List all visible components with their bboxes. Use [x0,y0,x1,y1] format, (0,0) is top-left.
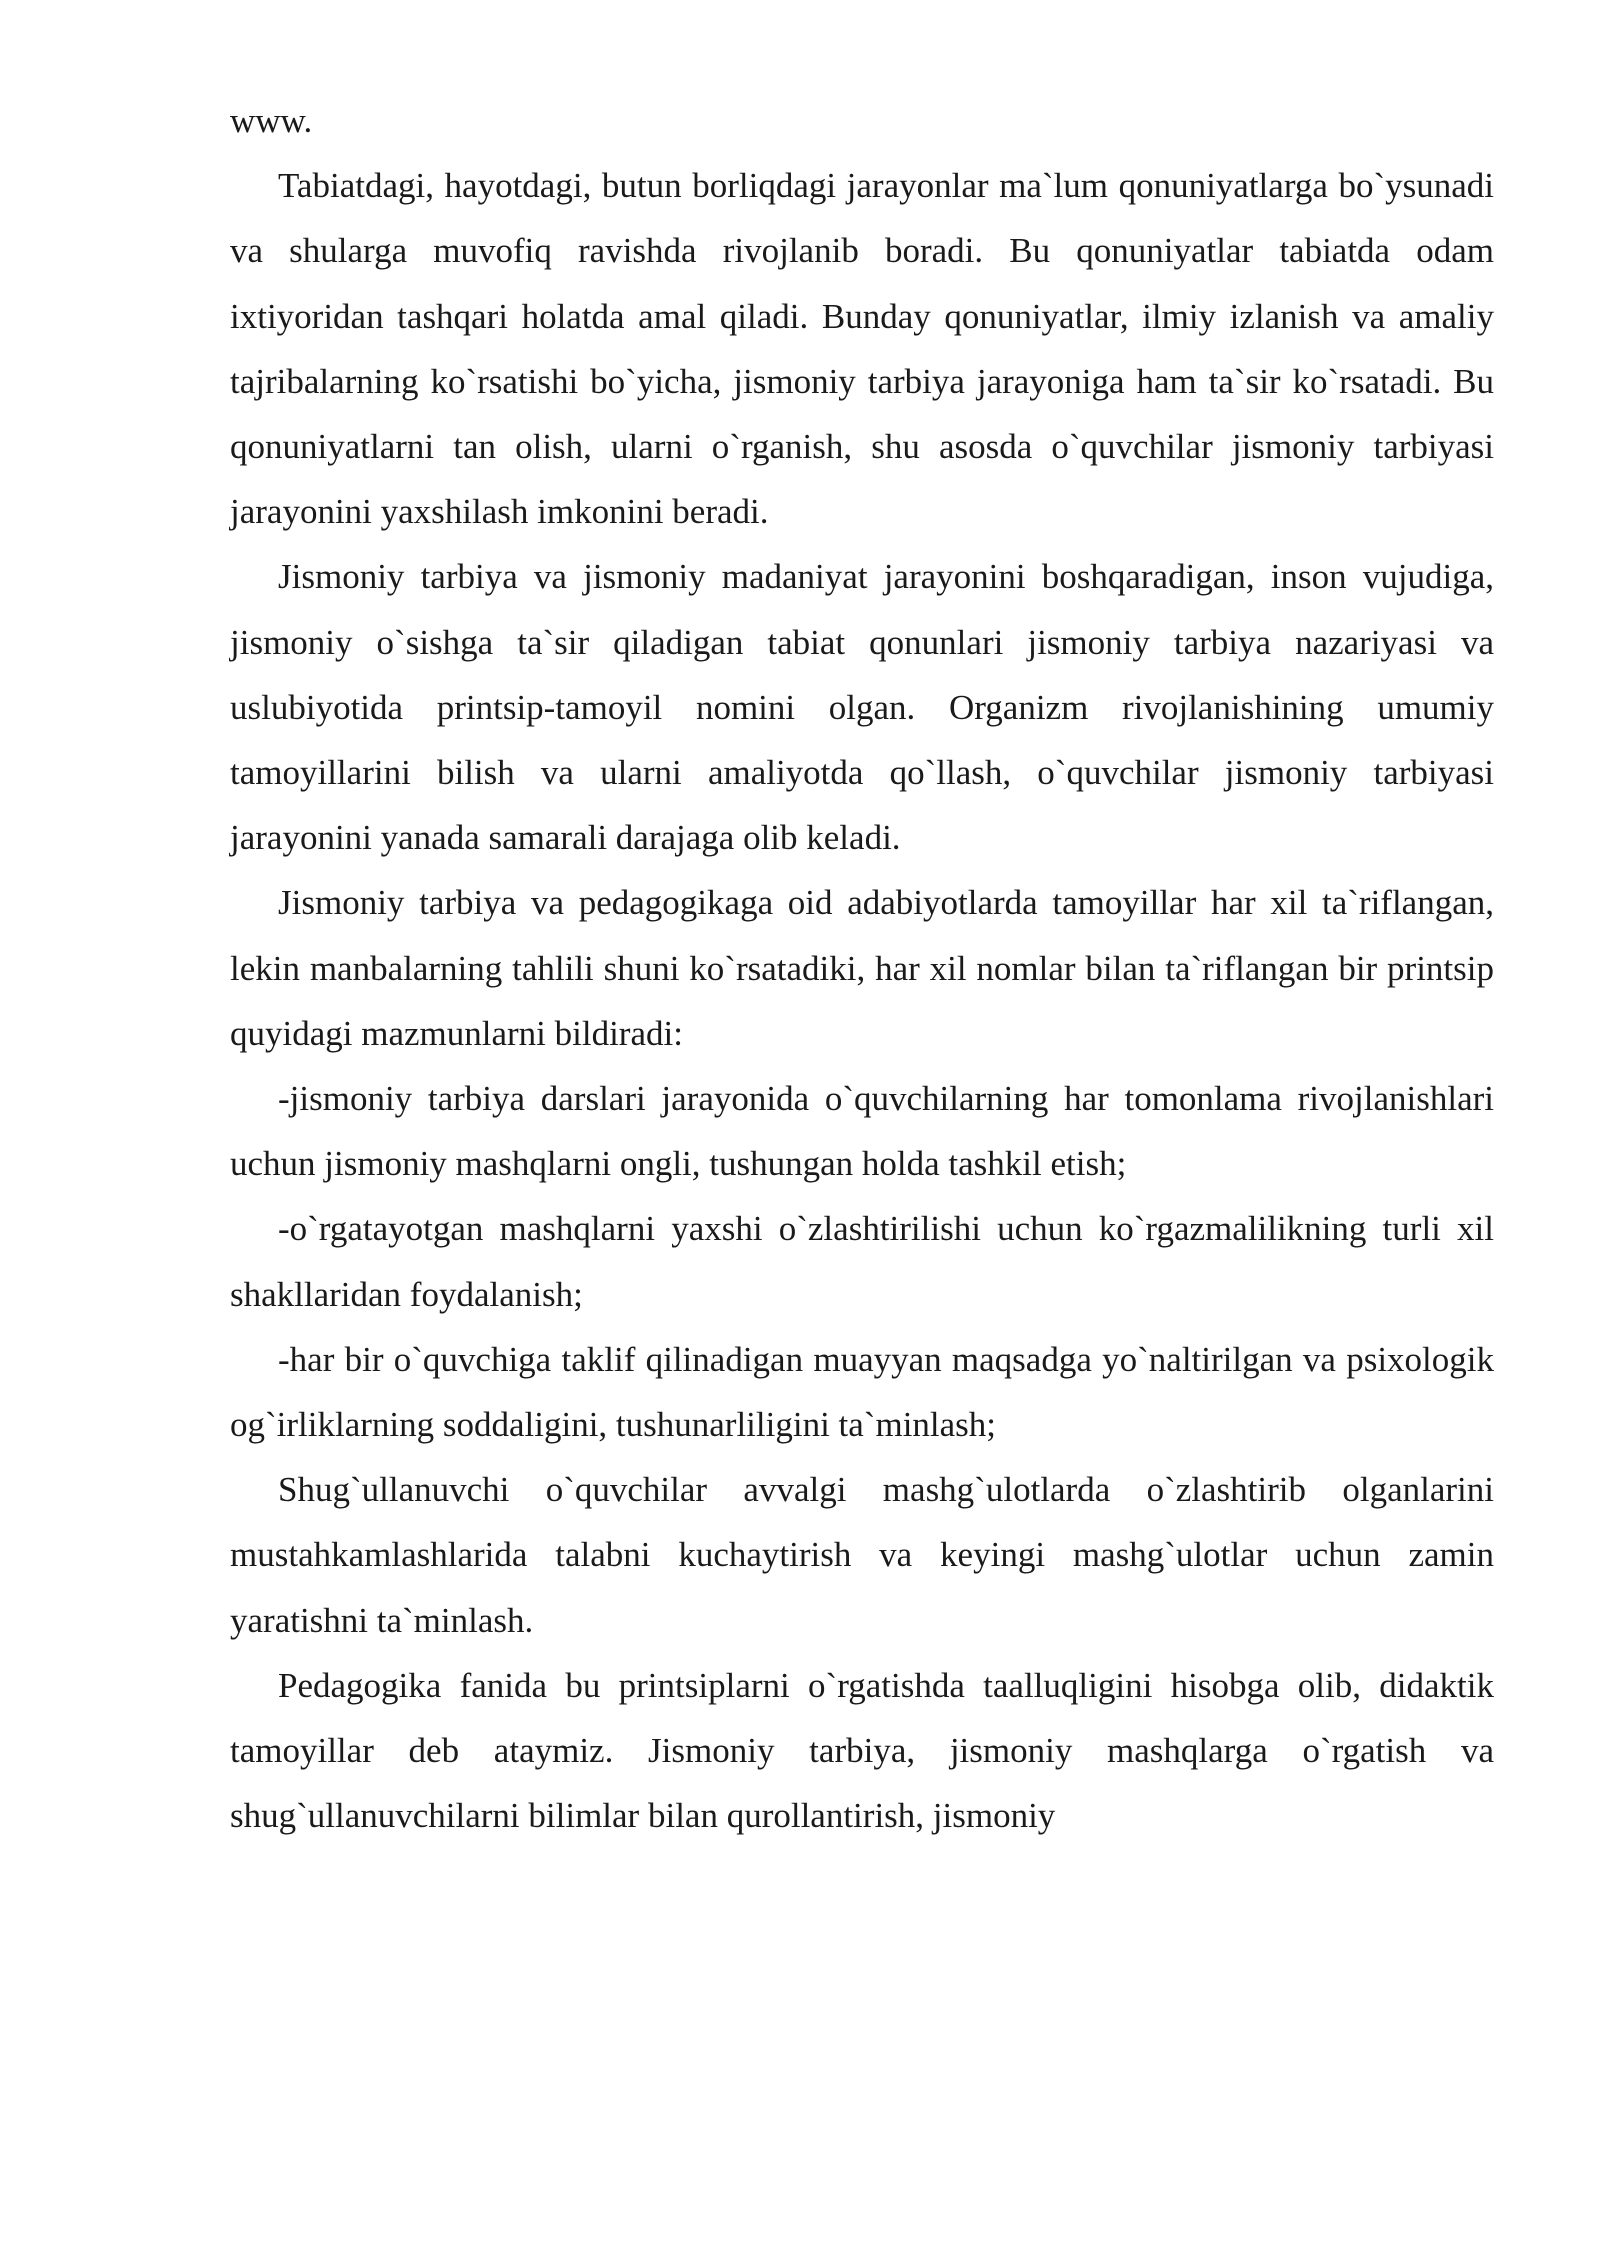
paragraph-3: Jismoniy tarbiya va pedagogikaga oid adabiyotlarda tamoyillar har xil ta`riflangan, lekin manbalarning tahlili shuni ko`rsatadiki, har xil nomlar bilan ta`riflangan bir printsip quyidagi mazmunlarni bildiradi: [230,883,1494,1053]
paragraph-url: www. [230,101,313,140]
document-body [230,88,1494,1848]
paragraph-2: Jismoniy tarbiya va jismoniy madaniyat jarayonini boshqaradigan, inson vujudiga, jismoniy o`sishga ta`sir qiladigan tabiat qonunlari jismoniy tarbiya nazariyasi va uslubiyotida printsip-tamoyil nomini olgan. Organizm rivojlanishining umumiy tamoyillarini bilish va ularni amaliyotda qo`llash, o`quvchilar jismoniy tarbiyasi jarayonini yanada samarali darajaga olib keladi. [230,557,1494,858]
paragraph-1: Tabiatdagi, hayotdagi, butun borliqdagi jarayonlar ma`lum qonuniyatlarga bo`ysunadi va shularga muvofiq ravishda rivojlanib boradi. Bu qonuniyatlar tabiatda odam ixtiyoridan tashqari holatda amal qiladi. Bunday qonuniyatlar, ilmiy izlanish va amaliy tajribalarning ko`rsatishi bo`yicha, jismoniy tarbiya jarayoniga ham ta`sir ko`rsatadi. Bu qonuniyatlarni tan olish, ularni o`rganish, shu asosda o`quvchilar jismoniy tarbiyasi jarayonini yaxshilash imkonini beradi. [230,166,1494,532]
paragraph-5: Pedagogika fanida bu printsiplarni o`rgatishda taalluqligini hisobga olib, didaktik tamoyillar deb ataymiz. Jismoniy tarbiya, jismoniy mashqlarga o`rgatish va shug`ullanuvchilarni bilimlar bilan qurollantirish, jismoniy [230,1665,1494,1836]
list-item-1: -jismoniy tarbiya darslari jarayonida o`quvchilarning har tomonlama rivojlanishlari uchun jismoniy mashqlarni ongli, tushungan holda tashkil etish; [230,1079,1494,1184]
paragraph-4: Shug`ullanuvchi o`quvchilar avvalgi mashg`ulotlarda o`zlashtirib olganlarini mustahkamlashlarida talabni kuchaytirish va keyingi mashg`ulotlar uchun zamin yaratishni ta`minlash. [230,1470,1494,1640]
list-item-2: -o`rgatayotgan mashqlarni yaxshi o`zlashtirilishi uchun ko`rgazmalilikning turli xil shakllaridan foydalanish; [230,1209,1494,1314]
list-item-3: -har bir o`quvchiga taklif qilinadigan muayyan maqsadga yo`naltirilgan va psixologik og`irliklarning soddaligini, tushunarliligini ta`minlash; [230,1339,1494,1445]
